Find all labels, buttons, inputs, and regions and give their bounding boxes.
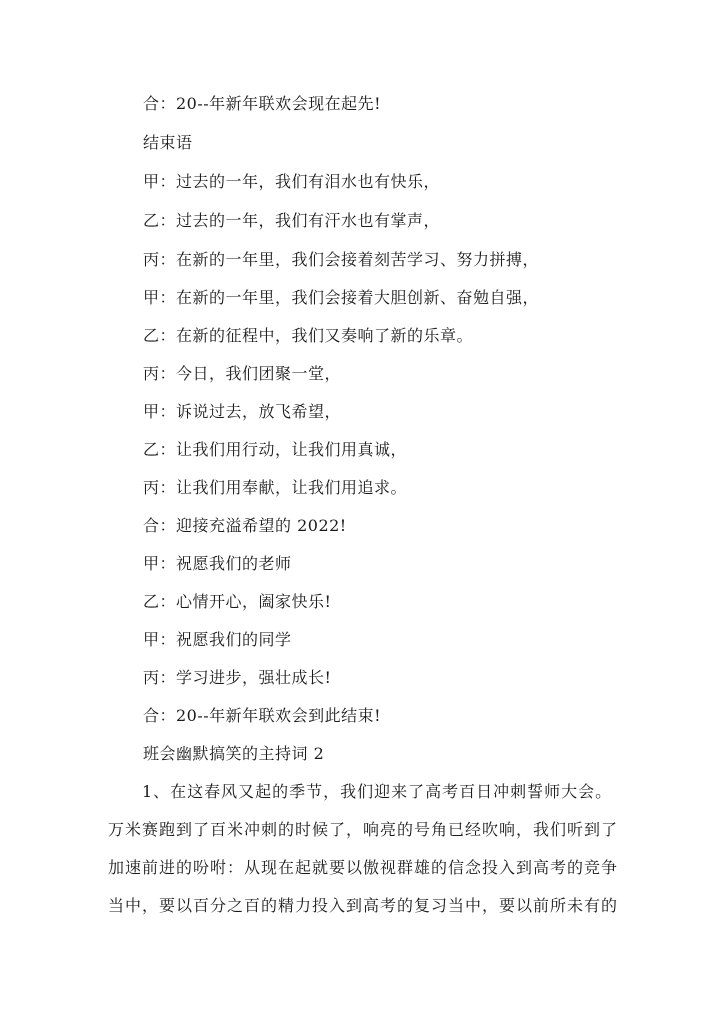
paragraph-line: 1、在这春风又起的季节，我们迎来了高考百日冲刺誓师大会。: [108, 782, 613, 801]
paragraph-line: 万米赛跑到了百米冲刺的时候了，响亮的号角已经吹响，我们听到了: [108, 820, 619, 839]
text-line: 丙：学习进步，强壮成长!: [143, 668, 332, 687]
text-line: 乙：心情开心，阖家快乐!: [143, 592, 332, 611]
paragraph-line: 当中，要以百分之百的精力投入到高考的复习当中，要以前所未有的: [108, 896, 619, 915]
text-line: 丙：今日，我们团聚一堂，: [143, 364, 342, 383]
paragraph-line: 加速前进的吩咐：从现在起就要以傲视群雄的信念投入到高考的竞争: [108, 858, 619, 877]
text-line: 丙：在新的一年里，我们会接着刻苦学习、努力拼搏，: [143, 250, 540, 269]
section-heading: 结束语: [143, 133, 193, 152]
section-heading: 班会幽默搞笑的主持词 2: [143, 744, 325, 763]
text-line: 合：20--年新年联欢会到此结束!: [143, 706, 382, 725]
text-line: 甲：诉说过去，放飞希望，: [143, 402, 342, 421]
text-line: 乙：过去的一年，我们有汗水也有掌声，: [143, 211, 441, 230]
text-line: 丙：让我们用奉献，让我们用追求。: [143, 478, 408, 497]
text-line: 甲：在新的一年里，我们会接着大胆创新、奋勉自强，: [143, 288, 540, 307]
text-line: 合：迎接充溢希望的 2022!: [143, 516, 347, 535]
text-line: 合：20--年新年联欢会现在起先!: [143, 94, 382, 113]
text-line: 甲：祝愿我们的同学: [143, 630, 292, 649]
text-line: 乙：让我们用行动，让我们用真诚，: [143, 440, 408, 459]
text-line: 乙：在新的征程中，我们又奏响了新的乐章。: [143, 326, 474, 345]
text-line: 甲：过去的一年，我们有泪水也有快乐，: [143, 172, 441, 191]
text-line: 甲：祝愿我们的老师: [143, 554, 292, 573]
